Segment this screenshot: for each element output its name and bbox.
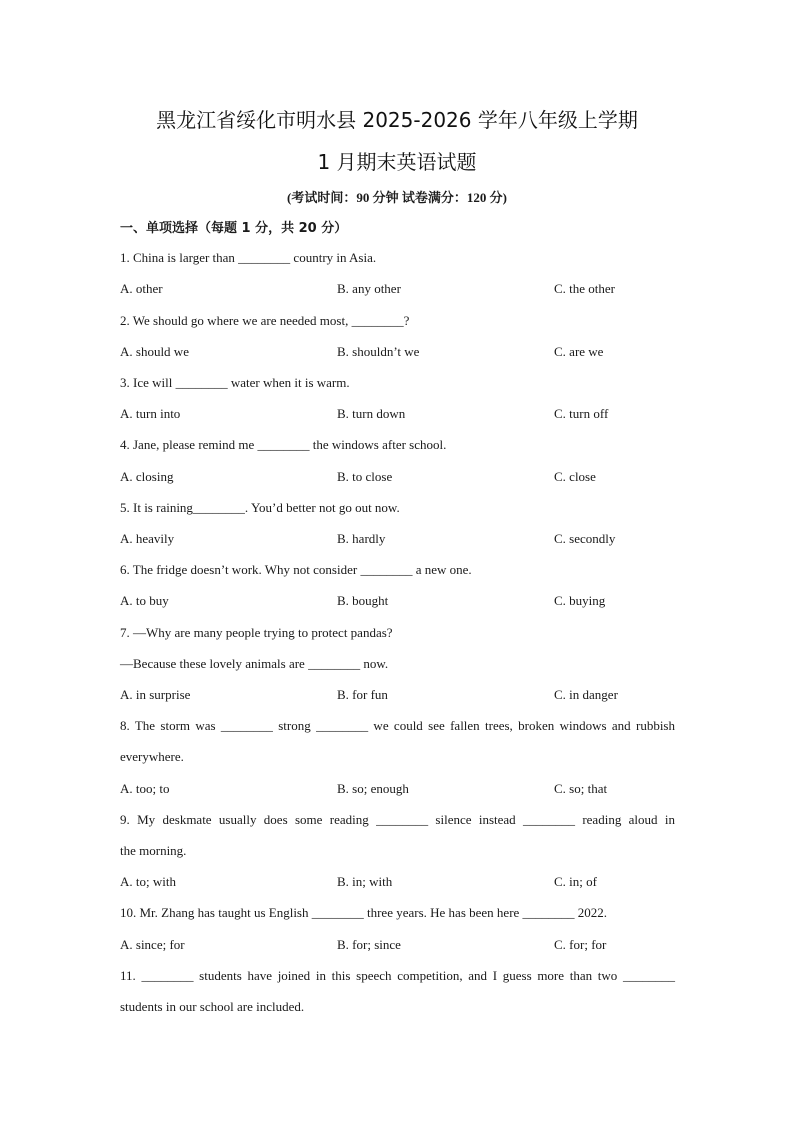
question-3: 3. Ice will ________ water when it is warm.: [120, 375, 350, 390]
option-6b: B. bought: [337, 593, 389, 608]
option-3c: C. turn off: [554, 406, 609, 421]
question-1: 1. China is larger than ________ country in Asia.: [120, 250, 377, 265]
question-7: 7. —Why are many people trying to protect pandas?: [120, 625, 393, 640]
option-6c: C. buying: [554, 593, 606, 608]
exam-title-line1: 黑龙江省绥化市明水县 2025-2026 学年八年级上学期: [156, 108, 638, 132]
option-4a: A. closing: [120, 469, 174, 484]
option-9a: A. to; with: [120, 874, 176, 889]
option-8b: B. so; enough: [337, 781, 409, 796]
option-2c: C. are we: [554, 344, 604, 359]
exam-info: (考试时间：90 分钟 试卷满分：120 分): [287, 190, 507, 205]
option-7a: A. in surprise: [120, 687, 191, 702]
option-1c: C. the other: [554, 281, 616, 296]
option-3a: A. turn into: [120, 406, 181, 421]
option-10b: B. for; since: [337, 937, 401, 952]
option-8a: A. too; to: [120, 781, 170, 796]
question-11: 11. ________ students have joined in this speech competition, and I guess more than two ________: [120, 968, 675, 983]
option-3b: B. turn down: [337, 406, 406, 421]
option-8c: C. so; that: [554, 781, 608, 796]
question-8-line2: everywhere.: [120, 749, 184, 764]
option-9b: B. in; with: [337, 874, 393, 889]
question-5: 5. It is raining________. You’d better not go out now.: [120, 500, 400, 515]
section-heading: 一、单项选择（每题 1 分，共 20 分）: [120, 221, 348, 236]
option-7b: B. for fun: [337, 687, 388, 702]
option-4b: B. to close: [337, 469, 393, 484]
question-10: 10. Mr. Zhang has taught us English ________ three years. He has been here ________ 2022.: [120, 905, 608, 920]
question-7-line2: —Because these lovely animals are ________ now.: [120, 656, 389, 671]
question-9: 9. My deskmate usually does some reading ________ silence instead ________ reading aloud in: [120, 812, 675, 827]
exam-title-line2: 1 月期末英语试题: [317, 150, 477, 174]
option-4c: C. close: [554, 469, 596, 484]
question-2: 2. We should go where we are needed most, ________?: [120, 313, 410, 328]
option-9c: C. in; of: [554, 874, 597, 889]
option-2a: A. should we: [120, 344, 189, 359]
option-5b: B. hardly: [337, 531, 386, 546]
question-4: 4. Jane, please remind me ________ the windows after school.: [120, 437, 447, 452]
option-10a: A. since; for: [120, 937, 185, 952]
question-11-line2: students in our school are included.: [120, 999, 305, 1014]
question-8: 8. The storm was ________ strong ________ we could see fallen trees, broken windows and rubbish: [120, 718, 675, 733]
option-6a: A. to buy: [120, 593, 169, 608]
option-1b: B. any other: [337, 281, 401, 296]
question-9-line2: the morning.: [120, 843, 187, 858]
option-7c: C. in danger: [554, 687, 618, 702]
option-5c: C. secondly: [554, 531, 616, 546]
option-2b: B. shouldn’t we: [337, 344, 420, 359]
option-10c: C. for; for: [554, 937, 607, 952]
option-1a: A. other: [120, 281, 163, 296]
option-5a: A. heavily: [120, 531, 175, 546]
question-6: 6. The fridge doesn’t work. Why not consider ________ a new one.: [120, 562, 472, 577]
